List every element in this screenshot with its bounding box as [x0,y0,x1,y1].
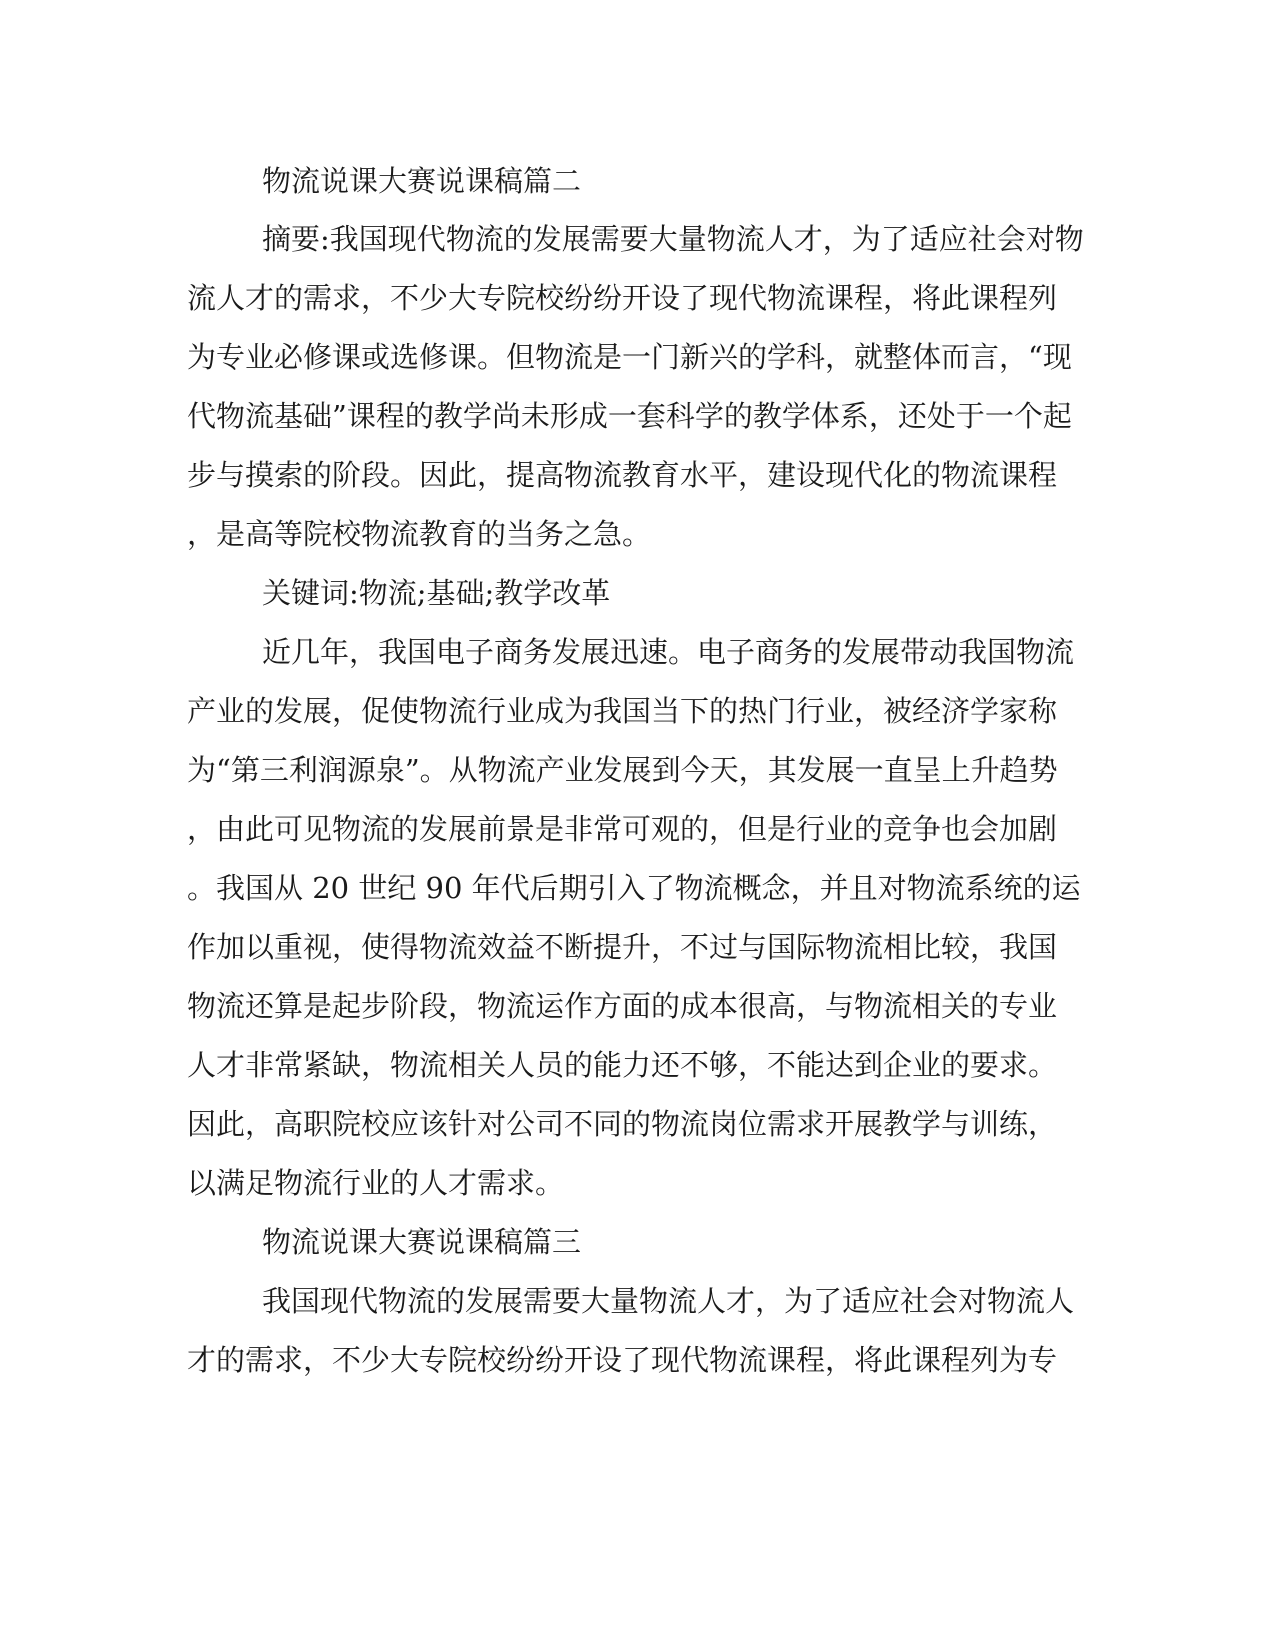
abstract-line: 代物流基础”课程的教学尚未形成一套科学的教学体系，还处于一个起 [187,399,1072,433]
section-heading: 物流说课大赛说课稿篇二 [262,164,582,198]
body-line: 近几年，我国电子商务发展迅速。电子商务的发展带动我国物流 [262,635,1075,669]
abstract-line: 流人才的需求，不少大专院校纷纷开设了现代物流课程，将此课程列 [187,281,1058,315]
abstract-line: 步与摸索的阶段。因此，提高物流教育水平，建设现代化的物流课程 [187,458,1058,492]
body-line: 作加以重视，使得物流效益不断提升，不过与国际物流相比较，我国 [187,930,1058,964]
body-line: 为“第三利润源泉”。从物流产业发展到今天，其发展一直呈上升趋势 [187,753,1058,787]
body-line: 物流还算是起步阶段，物流运作方面的成本很高，与物流相关的专业 [187,989,1058,1023]
section-heading: 物流说课大赛说课稿篇三 [262,1225,582,1259]
body-line: 产业的发展，促使物流行业成为我国当下的热门行业，被经济学家称 [187,694,1058,728]
body-line: ，由此可见物流的发展前景是非常可观的，但是行业的竞争也会加剧 [187,812,1058,846]
body-line: 人才非常紧缺，物流相关人员的能力还不够，不能达到企业的要求。 [187,1048,1058,1082]
abstract-line: ，是高等院校物流教育的当务之急。 [187,517,652,551]
body-line: 以满足物流行业的人才需求。 [187,1166,565,1200]
abstract-line: 为专业必修课或选修课。但物流是一门新兴的学科，就整体而言，“现 [187,340,1072,374]
abstract-line: 摘要:我国现代物流的发展需要大量物流人才，为了适应社会对物 [262,222,1084,256]
body-line: 才的需求，不少大专院校纷纷开设了现代物流课程，将此课程列为专 [187,1343,1058,1377]
keywords-line: 关键词:物流;基础;教学改革 [262,576,611,610]
body-line: 我国现代物流的发展需要大量物流人才，为了适应社会对物流人 [262,1284,1075,1318]
body-line: 因此，高职院校应该针对公司不同的物流岗位需求开展教学与训练， [187,1107,1058,1141]
body-line: 。我国从 20 世纪 90 年代后期引入了物流概念，并且对物流系统的运 [187,871,1081,905]
